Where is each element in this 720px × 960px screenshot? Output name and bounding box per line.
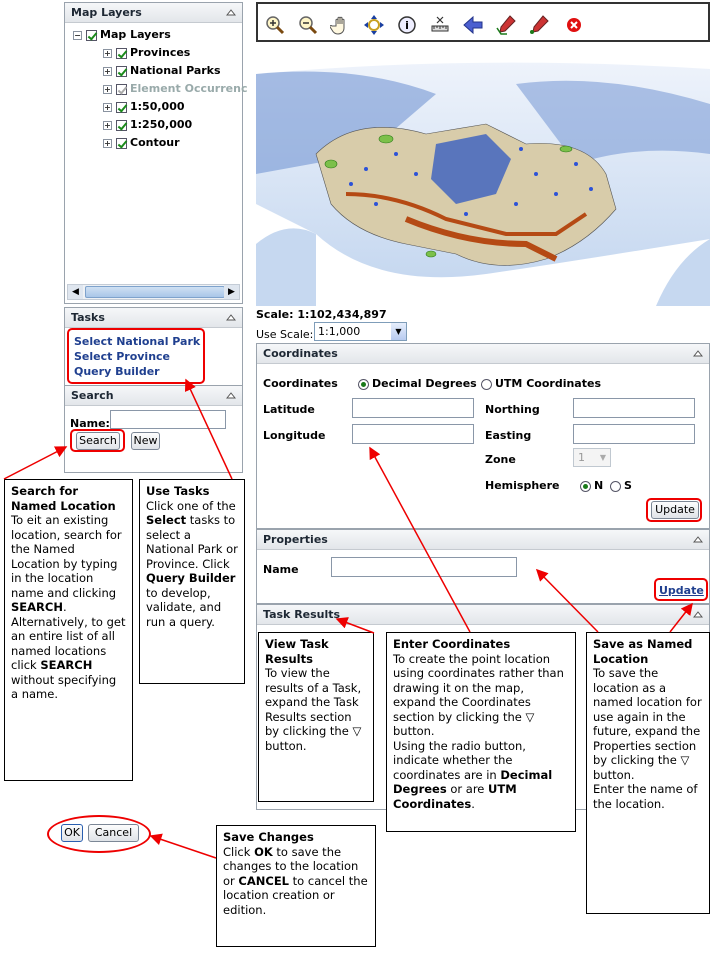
note-bold: OK bbox=[254, 844, 273, 859]
northing-label: Northing bbox=[485, 403, 540, 416]
note-coordinates bbox=[386, 632, 576, 832]
layer-1-50000[interactable] bbox=[103, 100, 185, 116]
scroll-left-icon[interactable]: ◀ bbox=[68, 285, 83, 299]
arrow-save-changes bbox=[151, 836, 216, 858]
collapse-tree-icon[interactable]: − bbox=[74, 30, 81, 40]
horizontal-scrollbar[interactable] bbox=[67, 284, 240, 300]
note-text: Click bbox=[223, 844, 255, 859]
task-select-national-park[interactable]: Select National Park bbox=[74, 335, 201, 348]
search-name-input[interactable] bbox=[110, 410, 226, 429]
note-text: To view the results of a Task, expand the Task Results section by clicking the bbox=[265, 666, 362, 738]
checkbox-icon[interactable] bbox=[116, 102, 127, 113]
layer-contour[interactable] bbox=[103, 136, 180, 152]
tasks-highlight bbox=[67, 328, 205, 384]
layer-national-parks[interactable] bbox=[103, 64, 221, 80]
ok-cancel-highlight bbox=[47, 815, 151, 853]
northing-input[interactable] bbox=[573, 398, 695, 418]
pan-hand-icon[interactable] bbox=[330, 14, 352, 36]
layer-label: 1:50,000 bbox=[130, 100, 185, 113]
note-bold: Query Builder bbox=[146, 571, 236, 585]
expand-icon[interactable]: + bbox=[104, 84, 111, 94]
note-task-results bbox=[258, 632, 374, 802]
panel-title: Coordinates bbox=[263, 347, 338, 360]
expand-icon[interactable]: + bbox=[104, 102, 111, 112]
collapse-icon[interactable] bbox=[226, 313, 236, 323]
coordinates-panel bbox=[256, 343, 710, 529]
note-text: button. bbox=[265, 738, 307, 753]
checkbox-icon[interactable] bbox=[116, 138, 127, 149]
note-text: button. bbox=[393, 724, 435, 738]
search-name-label: Name: bbox=[70, 417, 110, 430]
zoom-in-icon[interactable] bbox=[264, 14, 286, 36]
layer-element-occurrence[interactable] bbox=[103, 82, 247, 98]
radio-label: UTM Coordinates bbox=[495, 377, 601, 390]
chevron-down-icon: ▽ bbox=[525, 709, 535, 724]
cancel-button[interactable]: Cancel bbox=[88, 824, 139, 842]
radio-icon[interactable] bbox=[610, 481, 621, 492]
checkbox-icon[interactable] bbox=[116, 120, 127, 131]
note-title: Save Changes bbox=[223, 830, 314, 844]
collapse-icon[interactable] bbox=[693, 610, 703, 620]
radio-utm-coordinates[interactable] bbox=[481, 377, 601, 390]
map-scale-text: Scale: 1:102,434,897 bbox=[256, 308, 387, 321]
latitude-input[interactable] bbox=[352, 398, 474, 418]
expand-icon[interactable]: + bbox=[104, 48, 111, 58]
chevron-down-icon: ▽ bbox=[680, 753, 690, 767]
map-layers-panel bbox=[64, 2, 248, 304]
full-extent-icon[interactable] bbox=[363, 14, 385, 36]
note-text: To eit an existing location, search for the Named Location by typing in the location name and clicking bbox=[11, 513, 122, 600]
collapse-icon[interactable] bbox=[693, 349, 703, 359]
note-bold: Select bbox=[146, 513, 187, 527]
search-header bbox=[65, 386, 242, 406]
note-text: to develop, validate, and run a query. bbox=[146, 585, 222, 629]
map-layers-header bbox=[65, 3, 242, 23]
note-save-changes bbox=[216, 825, 376, 947]
tree-root-label: Map Layers bbox=[100, 28, 171, 41]
layer-label: National Parks bbox=[130, 64, 221, 77]
layer-label: Provinces bbox=[130, 46, 191, 59]
task-results-header bbox=[257, 605, 709, 625]
panel-title: Map Layers bbox=[71, 6, 142, 19]
easting-input[interactable] bbox=[573, 424, 695, 444]
note-text: . Alternatively, to get an entire list of all named locations click bbox=[11, 600, 126, 672]
zone-label: Zone bbox=[485, 453, 516, 466]
search-button[interactable]: Search bbox=[76, 432, 120, 450]
ok-button[interactable]: OK bbox=[61, 824, 83, 842]
expand-icon[interactable]: + bbox=[104, 66, 111, 76]
layer-label: Element Occurrenc bbox=[130, 82, 248, 95]
collapse-icon[interactable] bbox=[226, 8, 236, 18]
property-name-label: Name bbox=[263, 563, 299, 576]
checkbox-icon[interactable] bbox=[116, 66, 127, 77]
note-save-named bbox=[586, 632, 710, 914]
note-bold: UTM Coordinates bbox=[393, 782, 517, 811]
layer-provinces[interactable] bbox=[103, 46, 190, 62]
properties-header bbox=[257, 530, 709, 550]
coordinates-update-highlight bbox=[646, 498, 702, 522]
longitude-label: Longitude bbox=[263, 429, 326, 442]
chevron-down-icon[interactable]: ▼ bbox=[391, 323, 406, 340]
expand-icon[interactable]: + bbox=[104, 138, 111, 148]
latitude-label: Latitude bbox=[263, 403, 315, 416]
use-scale-label: Use Scale: bbox=[256, 328, 314, 341]
note-title: Enter Coordinates bbox=[393, 637, 511, 651]
note-text: or are bbox=[446, 782, 489, 796]
panel-title: Search bbox=[71, 389, 114, 402]
panel-title: Tasks bbox=[71, 311, 105, 324]
property-name-input[interactable] bbox=[331, 557, 517, 577]
zoom-out-icon[interactable] bbox=[297, 14, 319, 36]
note-text: Enter the name of the location. bbox=[593, 782, 698, 811]
use-scale-value: 1:1,000 bbox=[318, 325, 361, 338]
delete-icon[interactable] bbox=[563, 14, 585, 36]
hemisphere-label: Hemisphere bbox=[485, 479, 560, 492]
note-text: . bbox=[471, 796, 475, 811]
map-view[interactable] bbox=[256, 44, 710, 306]
longitude-input[interactable] bbox=[352, 424, 474, 444]
radio-label: Decimal Degrees bbox=[372, 377, 477, 390]
note-title: Search for Named Location bbox=[11, 484, 116, 513]
task-query-builder[interactable]: Query Builder bbox=[74, 365, 160, 378]
chevron-down-icon: ▽ bbox=[352, 724, 362, 738]
radio-selected-icon[interactable] bbox=[358, 379, 369, 390]
back-arrow-icon[interactable] bbox=[462, 14, 484, 36]
coordinates-header bbox=[257, 344, 709, 364]
chevron-down-icon[interactable]: ▼ bbox=[599, 453, 607, 462]
checkbox-icon[interactable] bbox=[86, 30, 97, 41]
draw-polygon-icon[interactable] bbox=[495, 14, 517, 36]
note-bold: SEARCH bbox=[40, 658, 93, 672]
measure-icon[interactable] bbox=[429, 14, 451, 36]
coordinates-label: Coordinates bbox=[263, 377, 338, 390]
task-select-province[interactable]: Select Province bbox=[74, 350, 171, 363]
panel-title: Properties bbox=[263, 533, 328, 546]
scroll-thumb[interactable] bbox=[85, 286, 225, 298]
use-scale-select[interactable] bbox=[314, 322, 407, 341]
collapse-icon[interactable] bbox=[226, 391, 236, 401]
map-toolbar bbox=[256, 2, 710, 42]
note-title: View Task Results bbox=[265, 637, 329, 666]
radio-hemisphere-n[interactable] bbox=[580, 479, 603, 492]
note-title: Save as Named Location bbox=[593, 637, 693, 666]
new-button[interactable]: New bbox=[131, 432, 160, 450]
radio-selected-icon[interactable] bbox=[580, 481, 591, 492]
note-title: Use Tasks bbox=[146, 484, 210, 498]
radio-icon[interactable] bbox=[481, 379, 492, 390]
layer-1-250000[interactable] bbox=[103, 118, 192, 134]
properties-panel bbox=[256, 529, 710, 604]
easting-label: Easting bbox=[485, 429, 532, 442]
note-search bbox=[4, 479, 133, 781]
note-text: To create the point location using coordinates rather than drawing it on the map, expand the Coordinates section by clicking the bbox=[393, 651, 564, 724]
search-button-highlight bbox=[70, 429, 125, 452]
note-bold: CANCEL bbox=[238, 873, 290, 888]
note-text: without specifying a name. bbox=[11, 672, 117, 701]
properties-update-highlight bbox=[654, 578, 708, 601]
note-text: tasks to select a National Park or Province. Click bbox=[146, 513, 238, 571]
note-text: Click one of the bbox=[146, 498, 236, 513]
note-text: button. bbox=[593, 767, 635, 782]
info-icon[interactable] bbox=[396, 14, 418, 36]
tasks-header bbox=[65, 308, 242, 328]
svg-text:i: i bbox=[405, 19, 409, 32]
expand-icon[interactable]: + bbox=[104, 120, 111, 130]
layer-label: 1:250,000 bbox=[130, 118, 193, 131]
tree-root[interactable] bbox=[73, 28, 171, 44]
map-image[interactable] bbox=[256, 44, 710, 306]
arrow-search bbox=[4, 447, 66, 479]
zone-value: 1 bbox=[578, 451, 585, 464]
radio-label: N bbox=[594, 479, 604, 492]
checkbox-icon[interactable] bbox=[116, 48, 127, 59]
scroll-right-icon[interactable]: ▶ bbox=[224, 285, 239, 299]
checkbox-icon[interactable] bbox=[116, 84, 127, 95]
collapse-icon[interactable] bbox=[693, 535, 703, 545]
note-bold: SEARCH bbox=[11, 600, 63, 614]
note-tasks bbox=[139, 479, 245, 684]
coordinates-update-button[interactable]: Update bbox=[651, 501, 699, 519]
draw-point-icon[interactable] bbox=[528, 14, 550, 36]
radio-label: S bbox=[624, 479, 632, 492]
properties-update-link[interactable]: Update bbox=[659, 584, 704, 597]
note-text: To save the location as a named location for use again in the future, expand the Properties section by clicking the bbox=[593, 666, 702, 767]
note-text: to save the changes to the location or bbox=[223, 844, 359, 888]
note-bold: Decimal Degrees bbox=[393, 767, 553, 796]
note-text: to cancel the location creation or edition. bbox=[223, 873, 368, 917]
radio-decimal-degrees[interactable] bbox=[358, 377, 477, 390]
zone-select[interactable] bbox=[573, 448, 611, 467]
panel-title: Task Results bbox=[263, 608, 341, 621]
layer-label: Contour bbox=[130, 136, 180, 149]
radio-hemisphere-s[interactable] bbox=[610, 479, 632, 492]
note-text: Using the radio button, indicate whether the coordinates are in bbox=[393, 738, 526, 782]
